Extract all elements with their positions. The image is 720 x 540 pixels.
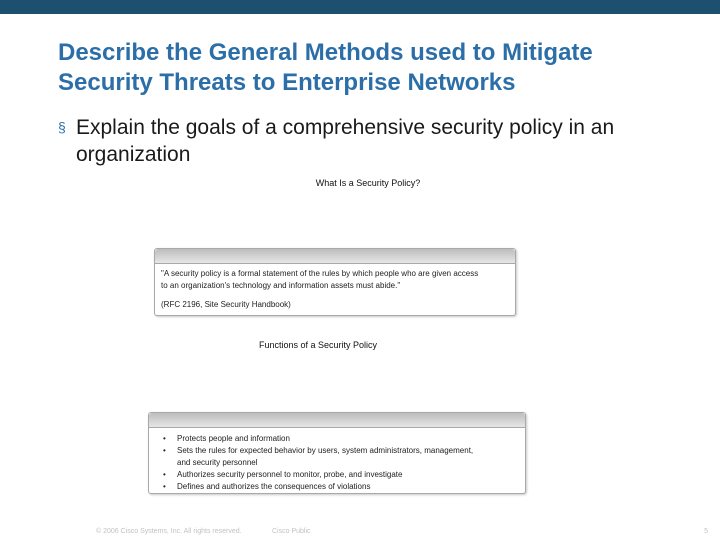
footer-copyright: © 2006 Cisco Systems, Inc. All rights reserved. [96, 528, 242, 535]
function-text-continued: and security personnel [177, 458, 258, 467]
definition-source: (RFC 2196, Site Security Handbook) [161, 300, 291, 309]
functions-box [148, 412, 526, 494]
functions-box-header [149, 413, 525, 428]
list-item [177, 469, 519, 481]
definition-quote-line-2: to an organization's technology and information assets must abide." [161, 280, 401, 290]
slide-title [58, 38, 698, 98]
list-item [177, 445, 519, 469]
bullet-marker: § [58, 119, 66, 135]
top-banner [0, 0, 720, 14]
bullet-text: Explain the goals of a comprehensive security policy in an organization [76, 116, 615, 166]
functions-heading: Functions of a Security Policy [258, 340, 378, 350]
definition-heading: What Is a Security Policy? [315, 178, 421, 188]
footer-classification: Cisco Public [272, 528, 311, 535]
list-item [177, 481, 519, 493]
definition-box [154, 248, 516, 316]
footer-page-number: 5 [704, 528, 708, 535]
list-item [177, 433, 519, 445]
slide-title-line-2: Security Threats to Enterprise Networks [58, 69, 516, 96]
definition-quote-line-1: "A security policy is a formal statement of the rules by which people who are given access [161, 269, 479, 278]
definition-box-content [155, 264, 515, 315]
functions-box-content [149, 428, 525, 498]
slide-title-line-1: Describe the General Methods used to Mitigate [58, 39, 593, 66]
function-text: Sets the rules for expected behavior by users, system administrators, management, [177, 446, 474, 455]
main-bullet [58, 114, 698, 168]
function-text: Authorizes security personnel to monitor, probe, and investigate [177, 470, 403, 479]
functions-list [155, 433, 519, 493]
function-text: Protects people and information [177, 434, 290, 443]
function-text: Defines and authorizes the consequences of violations [177, 482, 371, 491]
definition-box-header [155, 249, 515, 264]
